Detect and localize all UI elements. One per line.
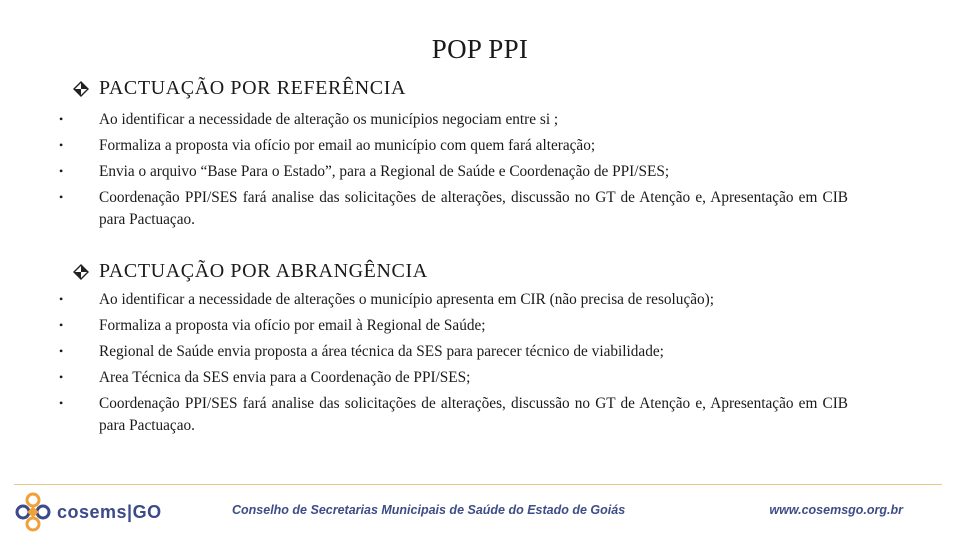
list-item-text: Envia o arquivo “Base Para o Estado”, para a Regional de Saúde e Coordenação de PPI/SES; <box>99 163 670 180</box>
list-item <box>59 109 848 131</box>
list-item-text: Ao identificar a necessidade de alterações o município apresenta em CIR (não precisa de resolução); <box>99 291 715 308</box>
section-heading-text: PACTUAÇÃO POR REFERÊNCIA <box>99 77 407 99</box>
list-item-text: Formaliza a proposta via ofício por email ao município com quem fará alteração; <box>99 137 596 154</box>
list-item <box>59 135 848 157</box>
footer-website-link[interactable]: www.cosemsgo.org.br <box>769 503 903 517</box>
bullet: • <box>59 396 64 410</box>
section-heading-abrangencia <box>73 260 428 283</box>
bullet: • <box>59 370 64 384</box>
logo-text: cosems|GO <box>57 501 162 522</box>
list-item-text: Ao identificar a necessidade de alteração os municípios negociam entre si ; <box>99 111 559 128</box>
bullet: • <box>59 164 64 178</box>
diamond-bullet-icon <box>73 81 89 97</box>
section-heading-text: PACTUAÇÃO POR ABRANGÊNCIA <box>99 260 428 282</box>
cosems-logo <box>15 492 162 532</box>
bullet: • <box>59 112 64 126</box>
cosems-logo-icon <box>15 492 51 532</box>
list-item <box>59 393 848 436</box>
bullet: • <box>59 318 64 332</box>
abrangencia-list <box>59 289 848 441</box>
list-item <box>59 187 848 230</box>
list-item <box>59 161 848 183</box>
list-item <box>59 367 848 389</box>
list-item <box>59 341 848 363</box>
list-item-text: Formaliza a proposta via ofício por email à Regional de Saúde; <box>99 317 486 334</box>
bullet: • <box>59 138 64 152</box>
bullet: • <box>59 344 64 358</box>
referencia-list <box>59 109 848 235</box>
bullet: • <box>59 292 64 306</box>
diamond-bullet-icon <box>73 264 89 280</box>
bullet: • <box>59 190 64 204</box>
list-item-text: Coordenação PPI/SES fará analise das solicitações de alterações, discussão no GT de Atenção e, Apresentação em CIB para Pactuaçao. <box>99 395 848 434</box>
footer-organization-name: Conselho de Secretarias Municipais de Saúde do Estado de Goiás <box>232 503 626 517</box>
footer-divider <box>14 484 942 485</box>
list-item-text: Regional de Saúde envia proposta a área técnica da SES para parecer técnico de viabilidade; <box>99 343 664 360</box>
list-item-text: Coordenação PPI/SES fará analise das solicitações de alterações, discussão no GT de Atenção e, Apresentação em CIB para Pactuaçao. <box>99 189 848 228</box>
list-item-text: Area Técnica da SES envia para a Coordenação de PPI/SES; <box>99 369 471 386</box>
page-title: POP PPI <box>431 34 529 64</box>
list-item <box>59 289 848 311</box>
section-heading-referencia <box>73 77 406 100</box>
list-item <box>59 315 848 337</box>
